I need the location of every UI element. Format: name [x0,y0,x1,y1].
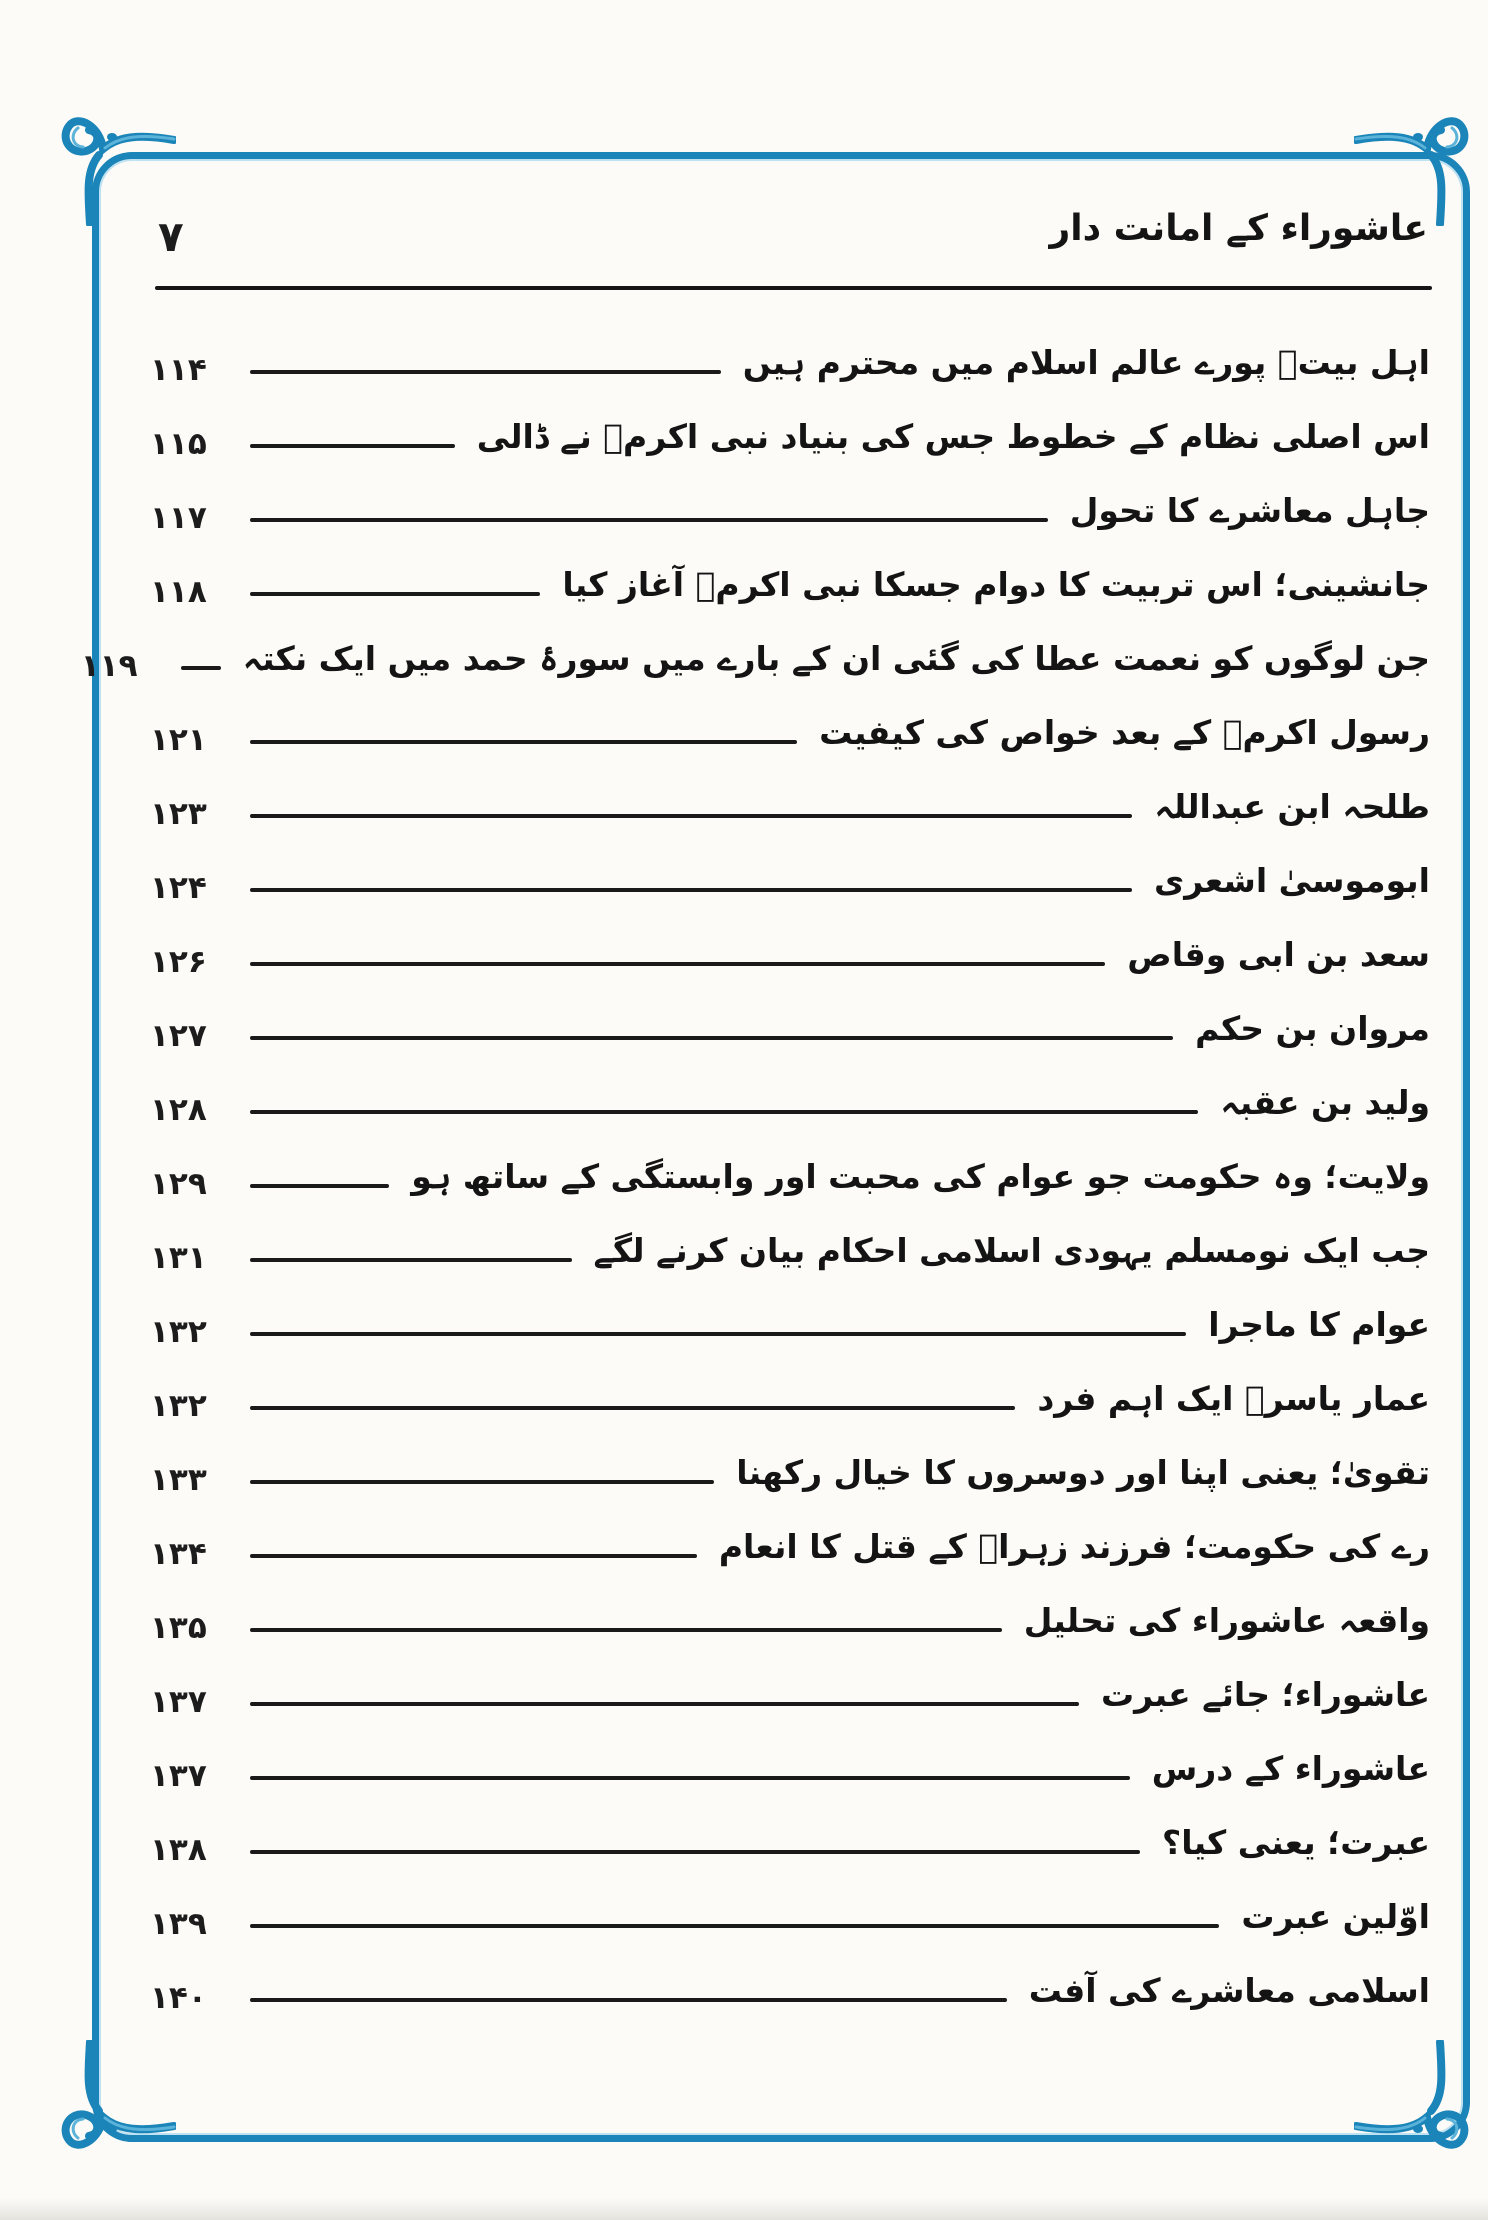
toc-leader-line [250,1406,1015,1410]
toc-leader-line [250,370,721,374]
toc-entry-page-number: ۱۱۹ [80,648,138,684]
toc-leader-line [250,1258,572,1262]
toc-row [150,1066,1430,1140]
toc-leader-line [181,666,221,670]
toc-entry-title: سعد بن ابی وقاص [1127,934,1430,974]
toc-row [150,770,1430,844]
toc-entry-page-number: ۱۲۶ [150,944,207,980]
toc-row [150,1362,1430,1436]
toc-leader-line [250,1480,714,1484]
toc-leader-line [250,444,455,448]
toc-entry-title: طلحہ ابن عبداللہ [1154,786,1430,826]
toc-leader-line [250,1332,1186,1336]
toc-entry-title: رے کی حکومت؛ فرزند زہراؑ کے قتل کا انعام [718,1526,1430,1566]
toc-row [150,548,1430,622]
toc-entry-title: واقعہ عاشوراء کی تحلیل [1023,1600,1430,1640]
toc-entry-page-number: ۱۳۲ [150,1388,207,1424]
toc-entry-title: عمار یاسرؓ ایک اہم فرد [1037,1378,1430,1418]
toc-leader-line [250,1554,697,1558]
toc-row [150,474,1430,548]
toc-entry-page-number: ۱۳۷ [150,1684,207,1720]
toc-entry-page-number: ۱۲۸ [150,1092,207,1128]
toc-entry-page-number: ۱۲۷ [150,1018,207,1054]
toc-entry-page-number: ۱۲۹ [150,1166,207,1202]
toc-entry-title: عاشوراء کے درس [1151,1748,1430,1788]
toc-entry-title: تقویٰ؛ یعنی اپنا اور دوسروں کا خیال رکھنا [736,1452,1430,1492]
toc-entry-title: عبرت؛ یعنی کیا؟ [1162,1822,1430,1862]
toc-row [80,622,1430,696]
toc-entry-page-number: ۱۱۴ [150,352,207,388]
toc-row [150,844,1430,918]
toc-entry-page-number: ۱۱۷ [150,500,207,536]
toc-list [80,326,1430,2028]
toc-leader-line [250,1850,1140,1854]
toc-row [150,1510,1430,1584]
toc-row [150,696,1430,770]
header-rule [155,286,1432,290]
toc-entry-page-number: ۱۳۹ [150,1906,207,1942]
toc-entry-title: اہل بیتؑ پورے عالم اسلام میں محترم ہیں [742,342,1430,382]
toc-entry-page-number: ۱۳۱ [150,1240,207,1276]
toc-entry-page-number: ۱۳۸ [150,1832,207,1868]
toc-leader-line [250,1998,1007,2002]
toc-leader-line [250,814,1132,818]
toc-row [150,1954,1430,2028]
toc-row [150,1214,1430,1288]
toc-leader-line [250,1628,1002,1632]
toc-entry-title: جب ایک نومسلم یہودی اسلامی احکام بیان کرنے لگے [593,1230,1430,1270]
toc-entry-title: ولایت؛ وہ حکومت جو عوام کی محبت اور وابستگی کے ساتھ ہو [411,1156,1430,1196]
toc-row [150,1288,1430,1362]
toc-entry-title: جاہل معاشرے کا تحول [1069,490,1430,530]
toc-row [150,1732,1430,1806]
toc-row [150,1880,1430,1954]
toc-entry-page-number: ۱۱۸ [150,574,207,610]
toc-row [150,918,1430,992]
toc-entry-title: اس اصلی نظام کے خطوط جس کی بنیاد نبی اکرمؐ نے ڈالی [476,416,1430,456]
toc-leader-line [250,1702,1079,1706]
toc-entry-page-number: ۱۱۵ [150,426,207,462]
toc-leader-line [250,1924,1219,1928]
toc-leader-line [250,1184,389,1188]
toc-leader-line [250,592,540,596]
toc-leader-line [250,518,1048,522]
toc-entry-page-number: ۱۳۴ [150,1536,207,1572]
toc-entry-title: عوام کا ماجرا [1208,1304,1430,1344]
toc-entry-title: عاشوراء؛ جائے عبرت [1100,1674,1430,1714]
header-page-number: ۷ [158,212,184,261]
toc-leader-line [250,1776,1130,1780]
toc-entry-title: جن لوگوں کو نعمت عطا کی گئی ان کے بارے میں سورۂ حمد میں ایک نکتہ [242,638,1430,678]
toc-entry-title: ابوموسیٰ اشعری [1153,860,1430,900]
toc-entry-title: ولید بن عقبہ [1220,1082,1430,1122]
scan-edge-shadow [0,2198,1488,2220]
toc-leader-line [250,962,1105,966]
toc-row [150,326,1430,400]
toc-row [150,1658,1430,1732]
toc-row [150,1140,1430,1214]
toc-entry-page-number: ۱۲۴ [150,870,207,906]
toc-leader-line [250,1036,1173,1040]
toc-entry-title: رسول اکرمؐ کے بعد خواص کی کیفیت [819,712,1430,752]
toc-entry-page-number: ۱۳۵ [150,1610,207,1646]
toc-row [150,1584,1430,1658]
toc-row [150,992,1430,1066]
toc-entry-title: جانشینی؛ اس تربیت کا دوام جسکا نبی اکرمؐ آغاز کیا [562,564,1430,604]
toc-row [150,400,1430,474]
toc-leader-line [250,888,1132,892]
toc-leader-line [250,1110,1198,1114]
toc-entry-title: مروان بن حکم [1195,1008,1430,1048]
toc-entry-page-number: ۱۲۱ [150,722,207,758]
toc-entry-page-number: ۱۳۳ [150,1462,207,1498]
toc-entry-page-number: ۱۴۰ [150,1980,207,2016]
header-book-title: عاشوراء کے امانت دار [1049,208,1428,249]
toc-entry-page-number: ۱۲۳ [150,796,207,832]
toc-leader-line [250,740,797,744]
toc-entry-page-number: ۱۳۲ [150,1314,207,1350]
toc-entry-page-number: ۱۳۷ [150,1758,207,1794]
toc-entry-title: اسلامی معاشرے کی آفت [1028,1970,1430,2010]
toc-row [150,1436,1430,1510]
toc-entry-title: اوّلین عبرت [1241,1896,1430,1936]
toc-row [150,1806,1430,1880]
